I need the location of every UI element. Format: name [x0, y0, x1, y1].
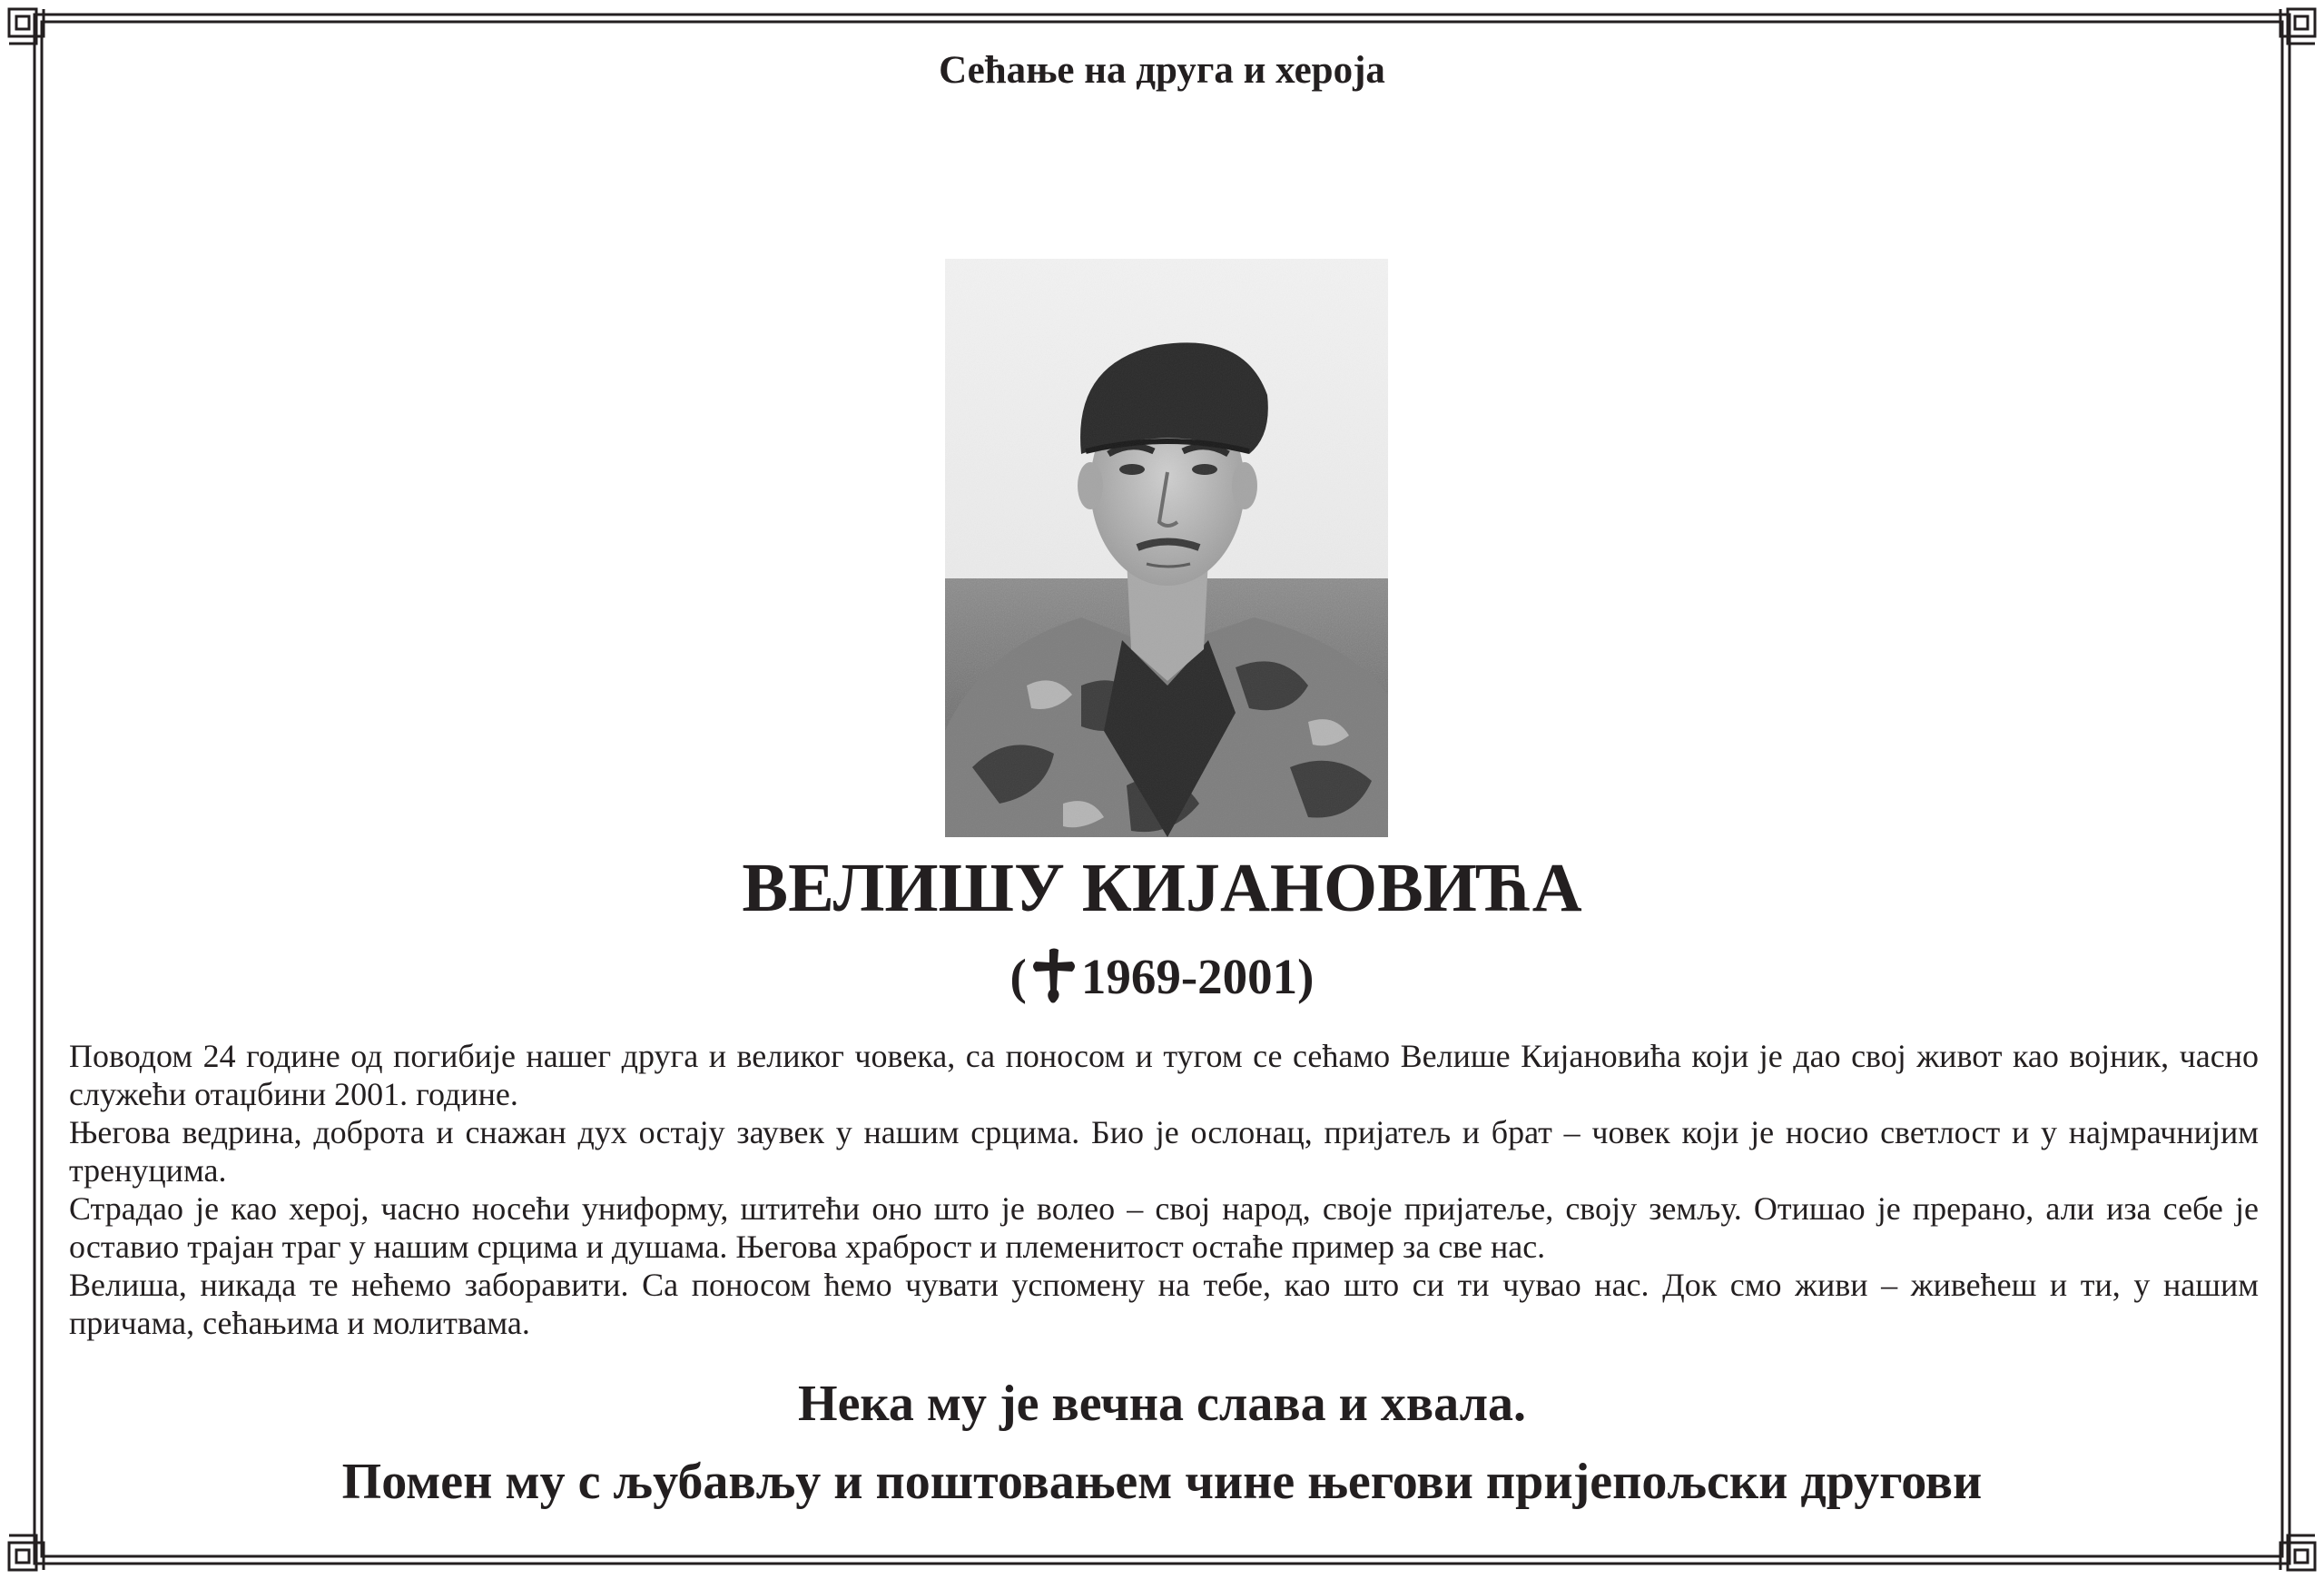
- paragraph-1: Поводом 24 године од погибије нашег друга и великог човека, са поносом и тугом се сећамо Велише Кијановића који је дао свој живот као војник, часно служећи отаџбини 2001. године.: [69, 1038, 2259, 1112]
- paragraph-4: Велиша, никада те нећемо заборавити. Са поносом ћемо чувати успомену на тебе, као што си ти чувао нас. Док смо живи – живећеш и ти, у нашим причама, сећањима и молитвама.: [69, 1267, 2259, 1341]
- paragraph-3: Страдао је као херој, часно носећи униформу, штитећи оно што је волео – свој народ, своје пријатеље, своју земљу. Отишао је прерано, али иза себе је оставио трајан траг у нашим срцима и душама. Његова храброст и племенитост остаће пример за све нас.: [69, 1190, 2259, 1265]
- deceased-name: ВЕЛИШУ КИЈАНОВИЋА: [742, 850, 1582, 926]
- paragraph-2: Његова ведрина, доброта и снажан дух остају заувек у нашим срцима. Био је ослонац, пријатељ и брат – човек који је носио светлост и у најмрачнијим тренуцима.: [69, 1114, 2259, 1189]
- memorial-text: [69, 1037, 2259, 1342]
- closing-line-1: Нека му је вечна слава и хвала.: [798, 1376, 1526, 1432]
- years-range: 1969-2001): [1080, 948, 1315, 1004]
- memorial-portrait: [945, 259, 1388, 837]
- life-dates: [0, 948, 2324, 1004]
- open-paren: (: [1009, 948, 1027, 1004]
- orthodox-cross-icon: [1030, 948, 1078, 1004]
- page-title: Сећање на друга и хероја: [939, 49, 1385, 92]
- closing-line-2: Помен му с љубављу и поштовањем чине његови пријепољски другови: [341, 1454, 1983, 1510]
